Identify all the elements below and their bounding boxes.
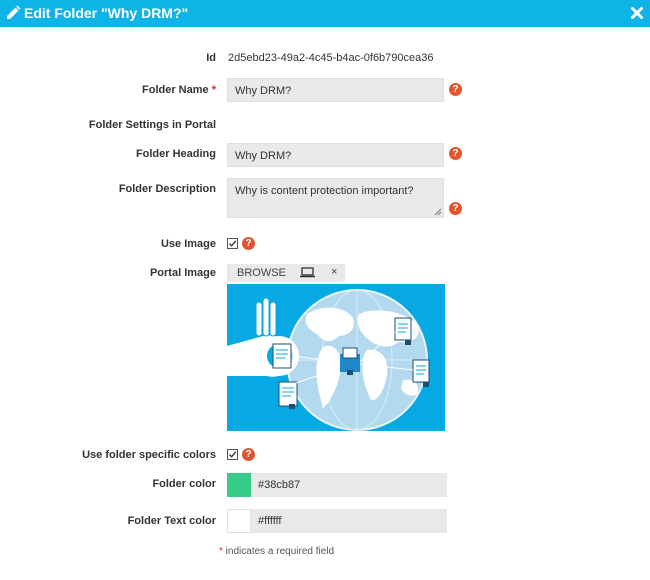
pencil-icon — [4, 4, 22, 22]
use-colors-label: Use folder specific colors — [82, 449, 216, 461]
folder-name-input[interactable]: Why DRM? — [227, 78, 444, 102]
use-colors-checkbox[interactable] — [227, 449, 238, 460]
close-icon[interactable] — [630, 6, 644, 20]
folder-description-textarea[interactable] — [227, 178, 444, 218]
required-note-mark: * — [219, 546, 223, 557]
folder-heading-input[interactable]: Why DRM? — [227, 143, 444, 167]
image-upload-bar — [227, 264, 345, 282]
required-note-text: indicates a required field — [222, 546, 335, 557]
folder-description-label: Folder Description — [118, 183, 216, 195]
use-image-checkbox[interactable] — [227, 238, 238, 249]
portal-image-preview — [227, 284, 445, 431]
use-image-help-icon[interactable]: ? — [242, 237, 255, 250]
id-value: 2d5ebd23-49a2-4c45-b4ac-0f6b790cea36 — [228, 52, 434, 64]
laptop-icon[interactable] — [300, 267, 315, 278]
required-mark: * — [211, 84, 216, 96]
use-image-label: Use Image — [160, 238, 216, 250]
checkmark-icon — [228, 450, 237, 459]
folder-heading-label: Folder Heading — [135, 148, 216, 160]
required-field-note — [219, 546, 334, 557]
folder-description-text: Why is content protection important? — [235, 185, 414, 197]
folder-name-label: Folder Name * — [142, 84, 216, 96]
use-colors-help-icon[interactable]: ? — [242, 448, 255, 461]
resize-grip-icon[interactable] — [434, 208, 442, 216]
folder-text-color-input[interactable]: #ffffff — [251, 509, 447, 533]
folder-color-swatch[interactable] — [227, 473, 251, 497]
folder-name-help-icon[interactable]: ? — [449, 83, 462, 96]
dialog-title: Edit Folder "Why DRM?" — [24, 5, 189, 21]
portal-image-label: Portal Image — [149, 267, 216, 279]
folder-color-input[interactable]: #38cb87 — [251, 473, 447, 497]
folder-text-color-swatch[interactable] — [227, 509, 251, 533]
dialog-title-bar — [0, 0, 650, 27]
folder-description-help-icon[interactable]: ? — [449, 202, 462, 215]
browse-button[interactable]: BROWSE — [237, 267, 286, 279]
checkmark-icon — [228, 239, 237, 248]
id-label: Id — [206, 52, 216, 64]
folder-color-label: Folder color — [152, 478, 216, 490]
portal-settings-heading: Folder Settings in Portal — [88, 119, 216, 131]
remove-image-button[interactable]: × — [331, 266, 338, 278]
folder-heading-help-icon[interactable]: ? — [449, 147, 462, 160]
folder-text-color-label: Folder Text color — [127, 515, 216, 527]
